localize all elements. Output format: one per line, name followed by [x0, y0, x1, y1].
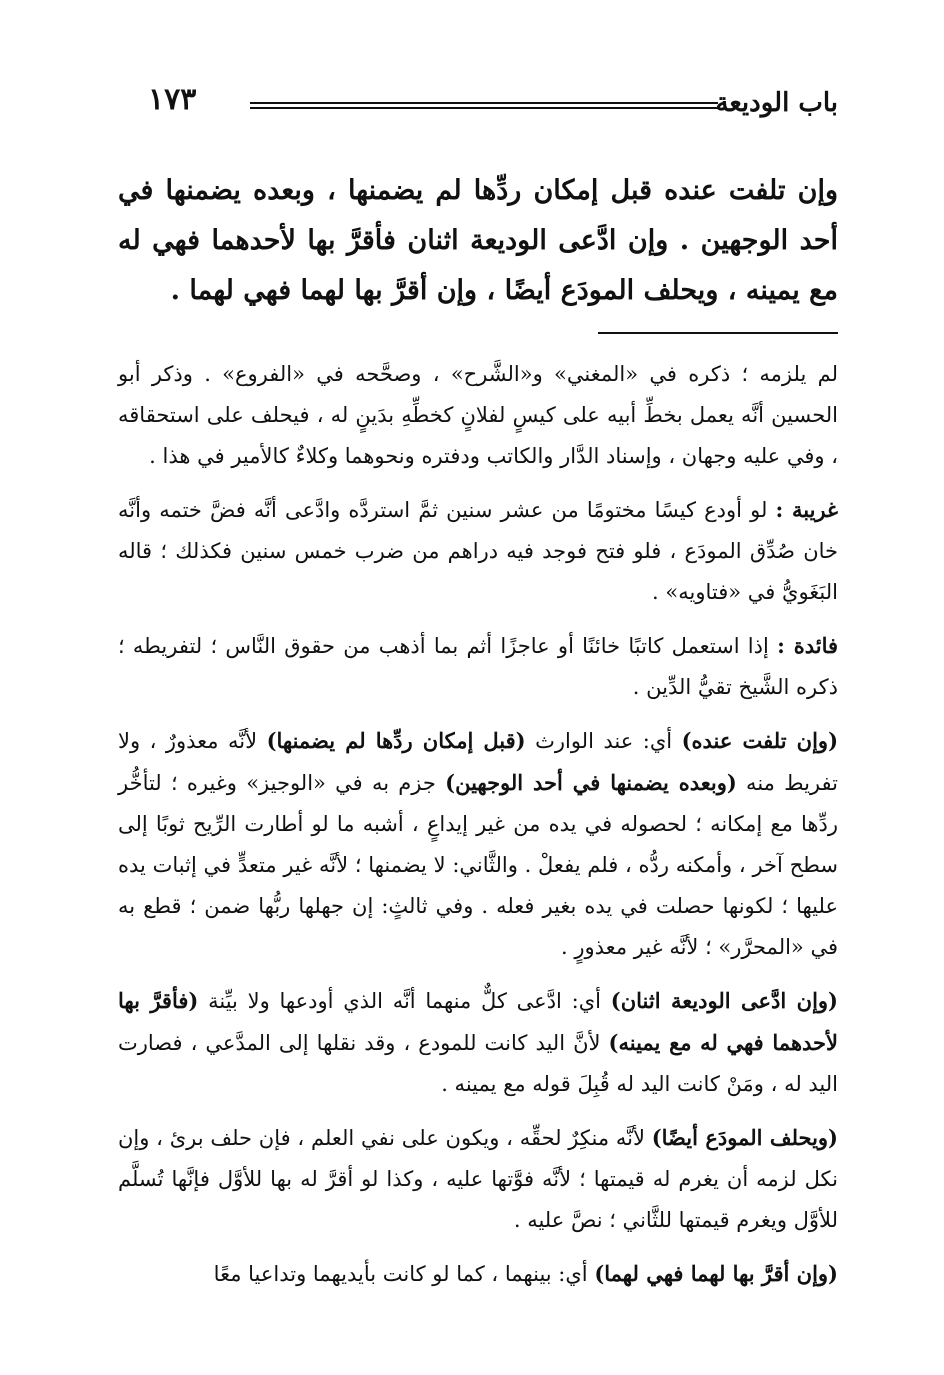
quoted-matn: (وبعده يضمنها في أحد الوجهين) [445, 770, 737, 795]
explanation-text: لأنَّه معذورٌ ، ولا تفريط منه [118, 729, 838, 795]
footnote-paragraph: لم يلزمه ؛ ذكره في «المغني» و«الشَّرح» ، وصحَّحه في «الفروع» . وذكر أبو الحسين أنَّه يعمل بخطِّ أبيه على كيسٍ لفلانٍ كخطِّهِ بدَينٍ له ، فيحلف على استحقاقه ، وفي عليه وجهان ، وإسناد الدَّار والكاتب ودفتره ونحوهما وكلاءٌ كالأمير في هذا . [118, 362, 838, 468]
page-number: ١٧٣ [148, 82, 197, 117]
commentary-paragraph [118, 1117, 838, 1241]
quoted-matn: (وإن ادَّعى الوديعة اثنان) [610, 988, 838, 1013]
faidah-paragraph [118, 625, 838, 708]
page-header [118, 78, 838, 128]
explanation-text: أي: بينهما ، كما لو كانت بأيديهما وتداعيا معًا [213, 1262, 595, 1286]
quoted-matn: (وإن أقرَّ بها لهما فهي لهما) [594, 1261, 838, 1286]
quoted-matn: (قبل إمكان ردِّها لم يضمنها) [266, 728, 526, 753]
quoted-matn: (فأقرَّ بها لأحدهما فهي له مع يمينه) [118, 988, 838, 1055]
explanation-text: لأنَّه منكِرٌ لحقِّه ، ويكون على نفي العلم ، فإن حلف برئ ، وإن نكل لزمه أن يغرم له قيمتها ؛ لأنَّه فوَّتها عليه ، وكذا لو أقرَّ له بها للأوَّل فإنَّها تُسلَّم للأوَّل ويغرم قيمتها للثَّاني ؛ نصَّ عليه . [118, 1126, 838, 1232]
header-rule [250, 102, 718, 109]
book-page [118, 78, 838, 1307]
chapter-title: باب الوديعة [715, 88, 838, 118]
quoted-matn: (ويحلف المودَع أيضًا) [651, 1125, 838, 1150]
main-text: وإن تلفت عنده قبل إمكان ردِّها لم يضمنها ، وبعده يضمنها في أحد الوجهين . وإن ادَّعى الوديعة اثنان فأقرَّ بها لأحدهما فهي له مع يمينه ، ويحلف المودَع أيضًا ، وإن أقرَّ بها لهما فهي لهما . [118, 175, 838, 306]
footnote-separator [598, 332, 838, 334]
faidah-text: إذا استعمل كاتبًا خائنًا أو عاجزًا أثم بما أذهب من حقوق النَّاس ؛ لتفريطه ؛ ذكره الشَّيخ تقيُّ الدِّين . [118, 634, 838, 699]
commentary-paragraph [118, 1253, 838, 1295]
quoted-matn: (وإن تلفت عنده) [681, 728, 838, 753]
explanation-text: أي: عند الوارث [525, 729, 682, 753]
footnotes [118, 354, 838, 1295]
commentary-paragraph [118, 720, 838, 968]
explanation-text: أي: ادَّعى كلٌّ منهما أنَّه الذي أودعها ولا بيِّنة [198, 989, 611, 1013]
gharibah-text: لو أودع كيسًا مختومًا من عشر سنين ثمَّ استردَّه وادَّعى أنَّه فضَّ ختمه وأنَّه خان صُدِّق المودَع ، فلو فتح فوجد فيه دراهم من ضرب خمس سنين فكذلك ؛ قاله البَغَويُّ في «فتاويه» . [118, 498, 838, 604]
commentary [118, 720, 838, 1295]
gharibah-paragraph [118, 489, 838, 613]
faidah-label: فائدة : [777, 633, 839, 658]
commentary-paragraph [118, 980, 838, 1105]
explanation-text: لأنَّ اليد كانت للمودع ، وقد نقلها إلى المدَّعي ، فصارت اليد له ، ومَنْ كانت اليد له قُبِلَ قوله مع يمينه . [118, 1031, 838, 1096]
gharibah-label: غريبة : [775, 497, 838, 522]
explanation-text: جزم به في «الوجيز» وغيره ؛ لتأخُّر ردِّها مع إمكانه ؛ لحصوله في يده من غير إيداعٍ ، أشبه ما لو أطارت الرِّيح ثوبًا إلى سطح آخر ، وأمكنه ردُّه ، فلم يفعلْ . والثَّاني: لا يضمنها ؛ لأنَّه غير متعدٍّ في إثبات يده عليها ؛ لكونها حصلت في يده بغير فعله . وفي ثالثٍ: إن جهلها ربُّها ضمن ؛ قطع به في «المحرَّر» ؛ لأنَّه غير معذورٍ . [118, 771, 838, 959]
